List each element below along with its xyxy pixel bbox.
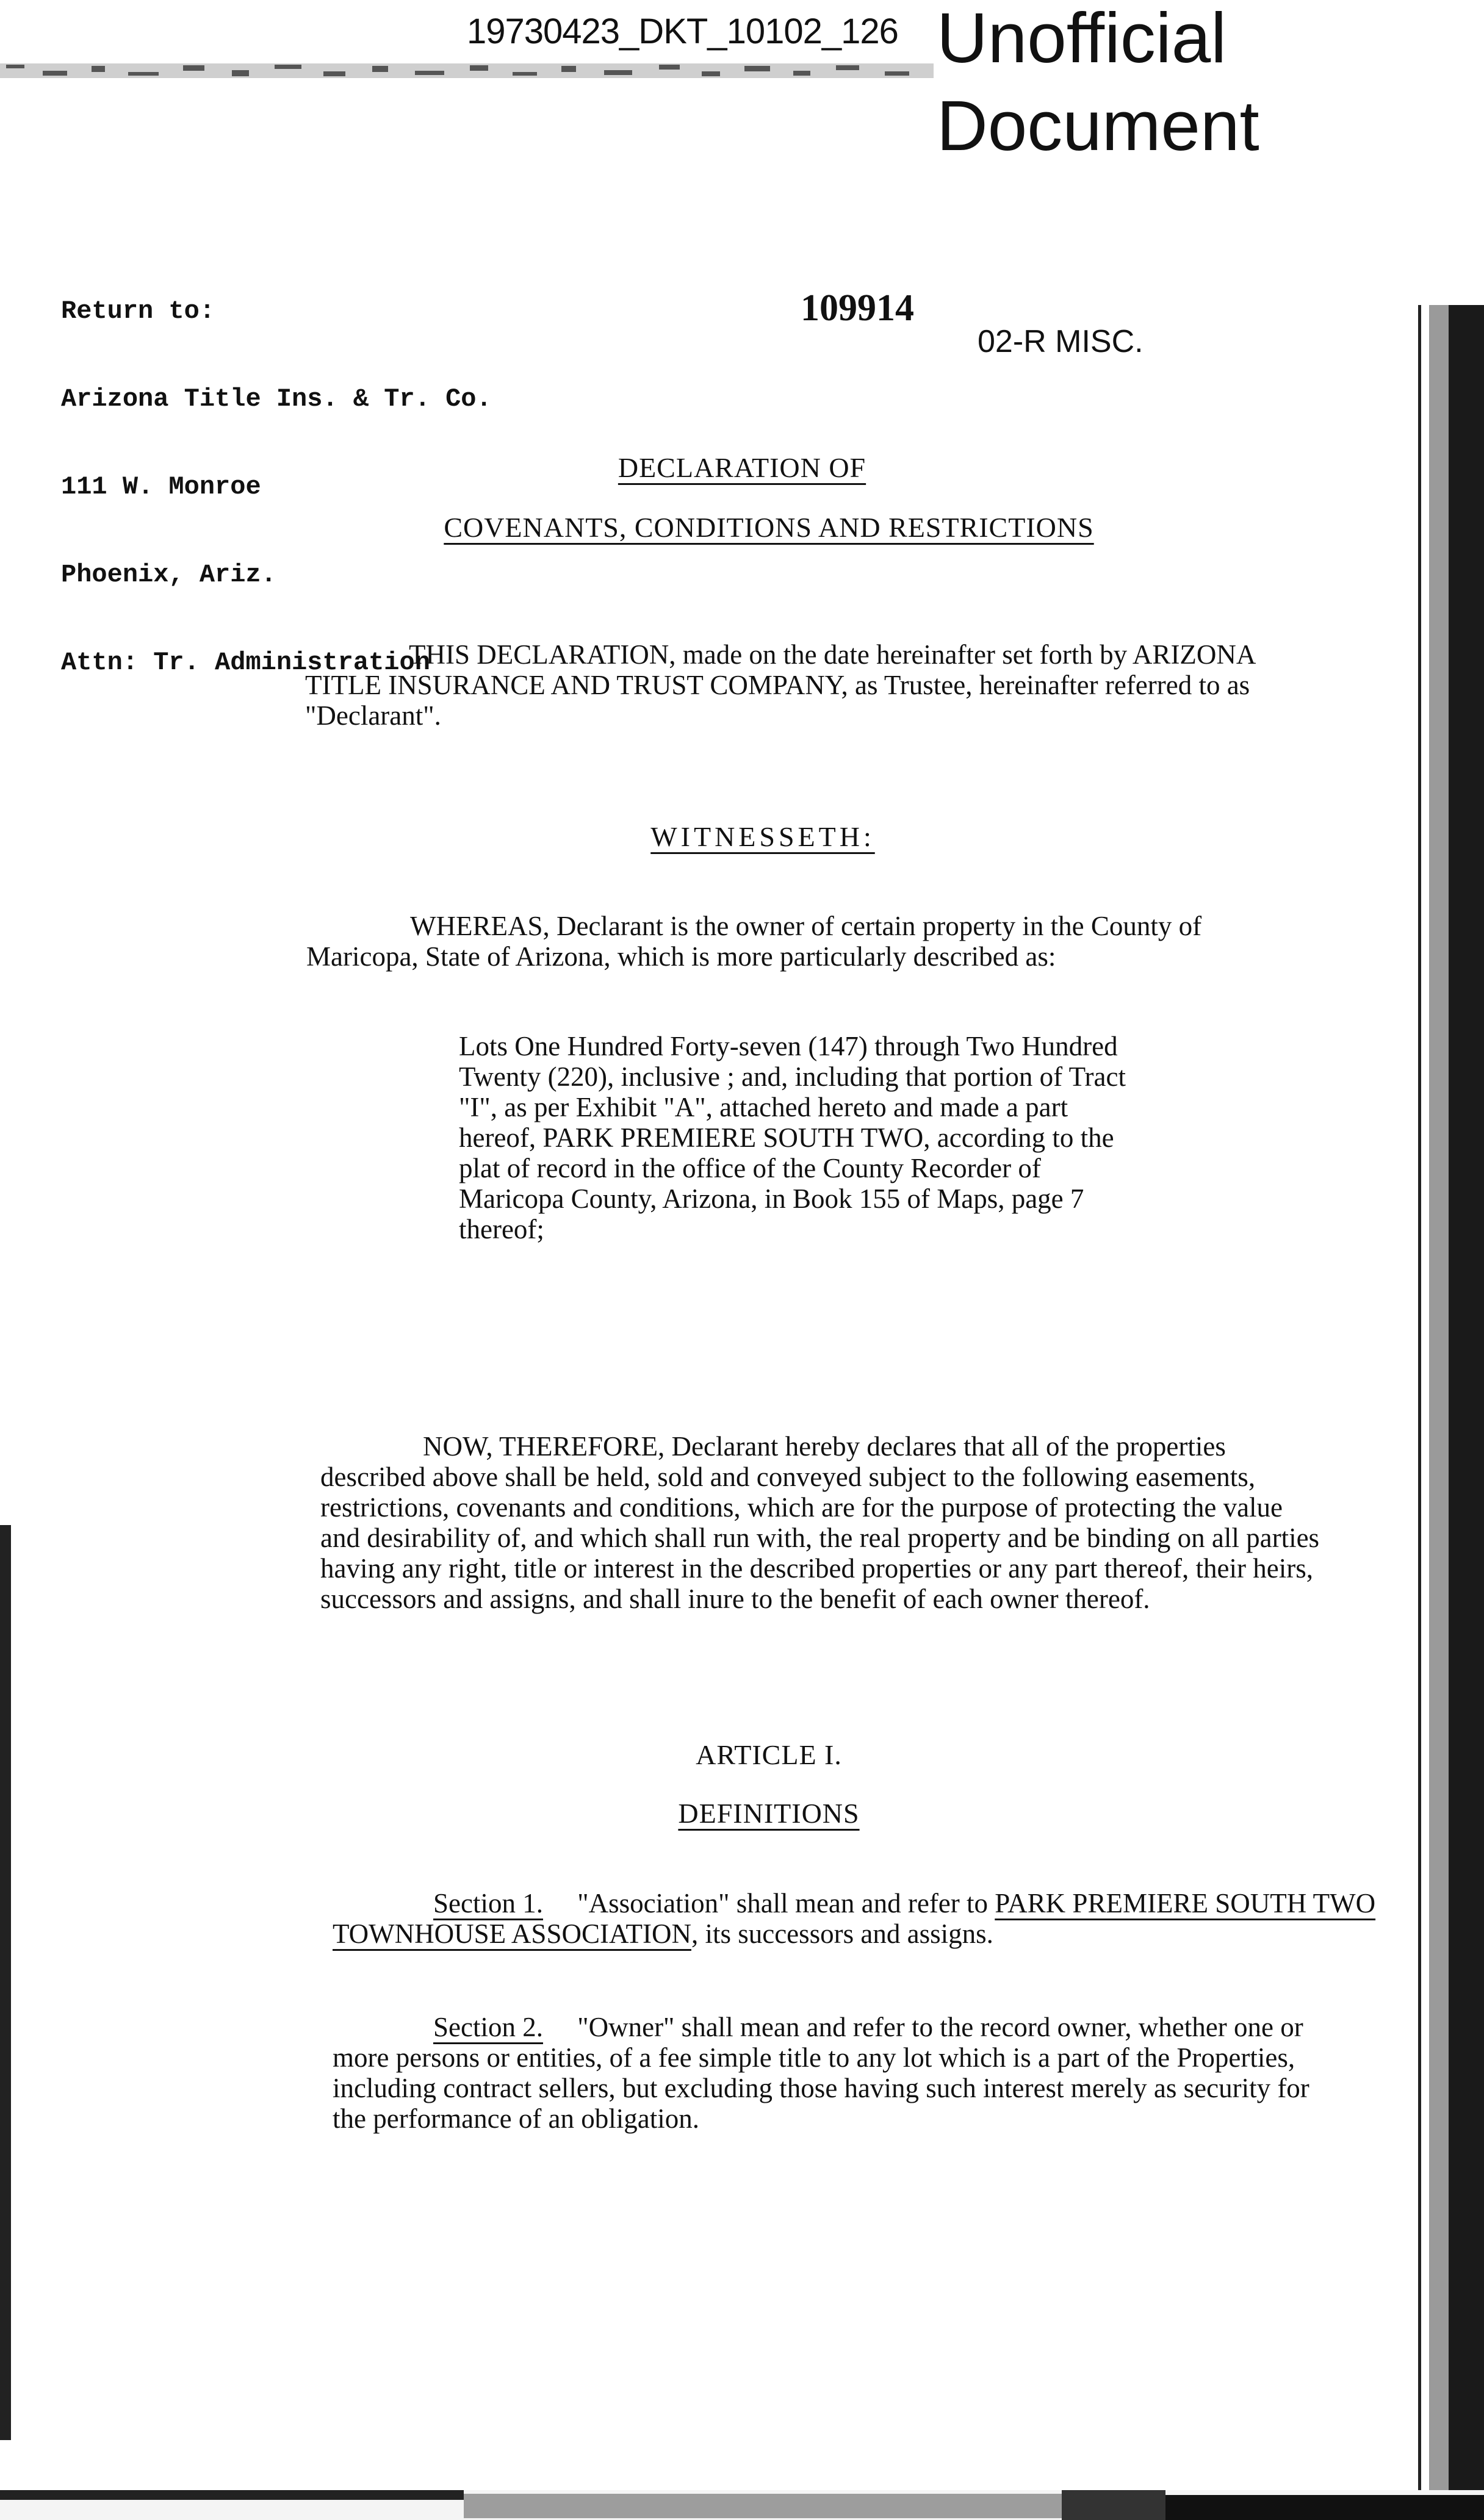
- lots-description-paragraph: Lots One Hundred Forty-seven (147) through Two Hundred Twenty (220), inclusive ; and, including that portion of Tract "I", as per Exhibit "A", attached hereto and made a part hereof, PARK PREMIERE SOUTH TWO, according to the plat of record in the office of the County Recorder of Maricopa County, Arizona, in Book 155 of Maps, page 7 thereof;: [459, 1031, 1126, 1244]
- title-line-1: [0, 451, 1484, 484]
- return-address-line: Attn: Tr. Administration: [61, 648, 430, 677]
- scan-bottom-bar: [0, 2490, 1484, 2520]
- definitions-text: DEFINITIONS: [678, 1798, 860, 1829]
- association-name: PARK PREMIERE SOUTH TWO TOWNHOUSE ASSOCIATION: [333, 1888, 1376, 1949]
- witnesseth-text: WITNESSETH:: [650, 821, 875, 852]
- title-text-1: DECLARATION OF: [618, 452, 866, 483]
- whereas-paragraph: WHEREAS, Declarant is the owner of certain property in the County of Maricopa, State of Arizona, which is more particularly described as:: [306, 911, 1202, 972]
- section-1-paragraph: [333, 1888, 1419, 1949]
- scan-left-edge: [0, 1525, 11, 2440]
- document-number: 109914: [801, 287, 914, 329]
- scan-noise-strip: [0, 60, 934, 82]
- now-therefore-paragraph: NOW, THEREFORE, Declarant hereby declares that all of the properties described above shall be held, sold and conveyed subject to the following easements, restrictions, covenants and conditions, which are for the purpose of protecting the value and desirability of, and which shall run with, the real property and be binding on all parties having any right, title or interest in the described properties or any part thereof, their heirs, successors and assigns, and shall inure to the benefit of each owner thereof.: [320, 1431, 1320, 1614]
- section-2-text: "Owner" shall mean and refer to the record owner, whether one or more persons or entities, of a fee simple title to any lot which is a part of the Properties, including contract sellers, but excluding those having such interest merely as security for the performance of an obligation.: [333, 2012, 1309, 2134]
- return-address-line: 111 W. Monroe: [61, 472, 261, 501]
- article-title: [0, 1797, 1484, 1829]
- section-1-text-a: "Association" shall mean and refer to: [577, 1888, 995, 1919]
- section-1-text-b: , its successors and assigns.: [691, 1919, 993, 1949]
- title-line-2: [0, 511, 1484, 544]
- article-number: ARTICLE I.: [696, 1739, 842, 1770]
- stamp-document: Document: [937, 86, 1259, 165]
- document-stamp-id: 19730423_DKT_10102_126: [467, 12, 898, 51]
- section-2-paragraph: [333, 2012, 1345, 2134]
- return-address-line: Return to:: [61, 296, 215, 326]
- witnesseth-heading: [0, 820, 1484, 853]
- return-address-line: Arizona Title Ins. & Tr. Co.: [61, 384, 492, 414]
- stamp-unofficial: Unofficial: [937, 0, 1226, 77]
- scan-right-edge: [1411, 305, 1484, 2520]
- document-code: 02-R MISC.: [978, 324, 1144, 359]
- section-1-label: Section 1.: [433, 1888, 543, 1919]
- section-2-label: Section 2.: [433, 2012, 543, 2042]
- intro-paragraph: THIS DECLARATION, made on the date hereinafter set forth by ARIZONA TITLE INSURANCE AND TRUST COMPANY, as Trustee, hereinafter referred to as "Declarant".: [305, 639, 1255, 731]
- title-text-2: COVENANTS, CONDITIONS AND RESTRICTIONS: [444, 512, 1094, 543]
- return-address-line: Phoenix, Ariz.: [61, 560, 276, 589]
